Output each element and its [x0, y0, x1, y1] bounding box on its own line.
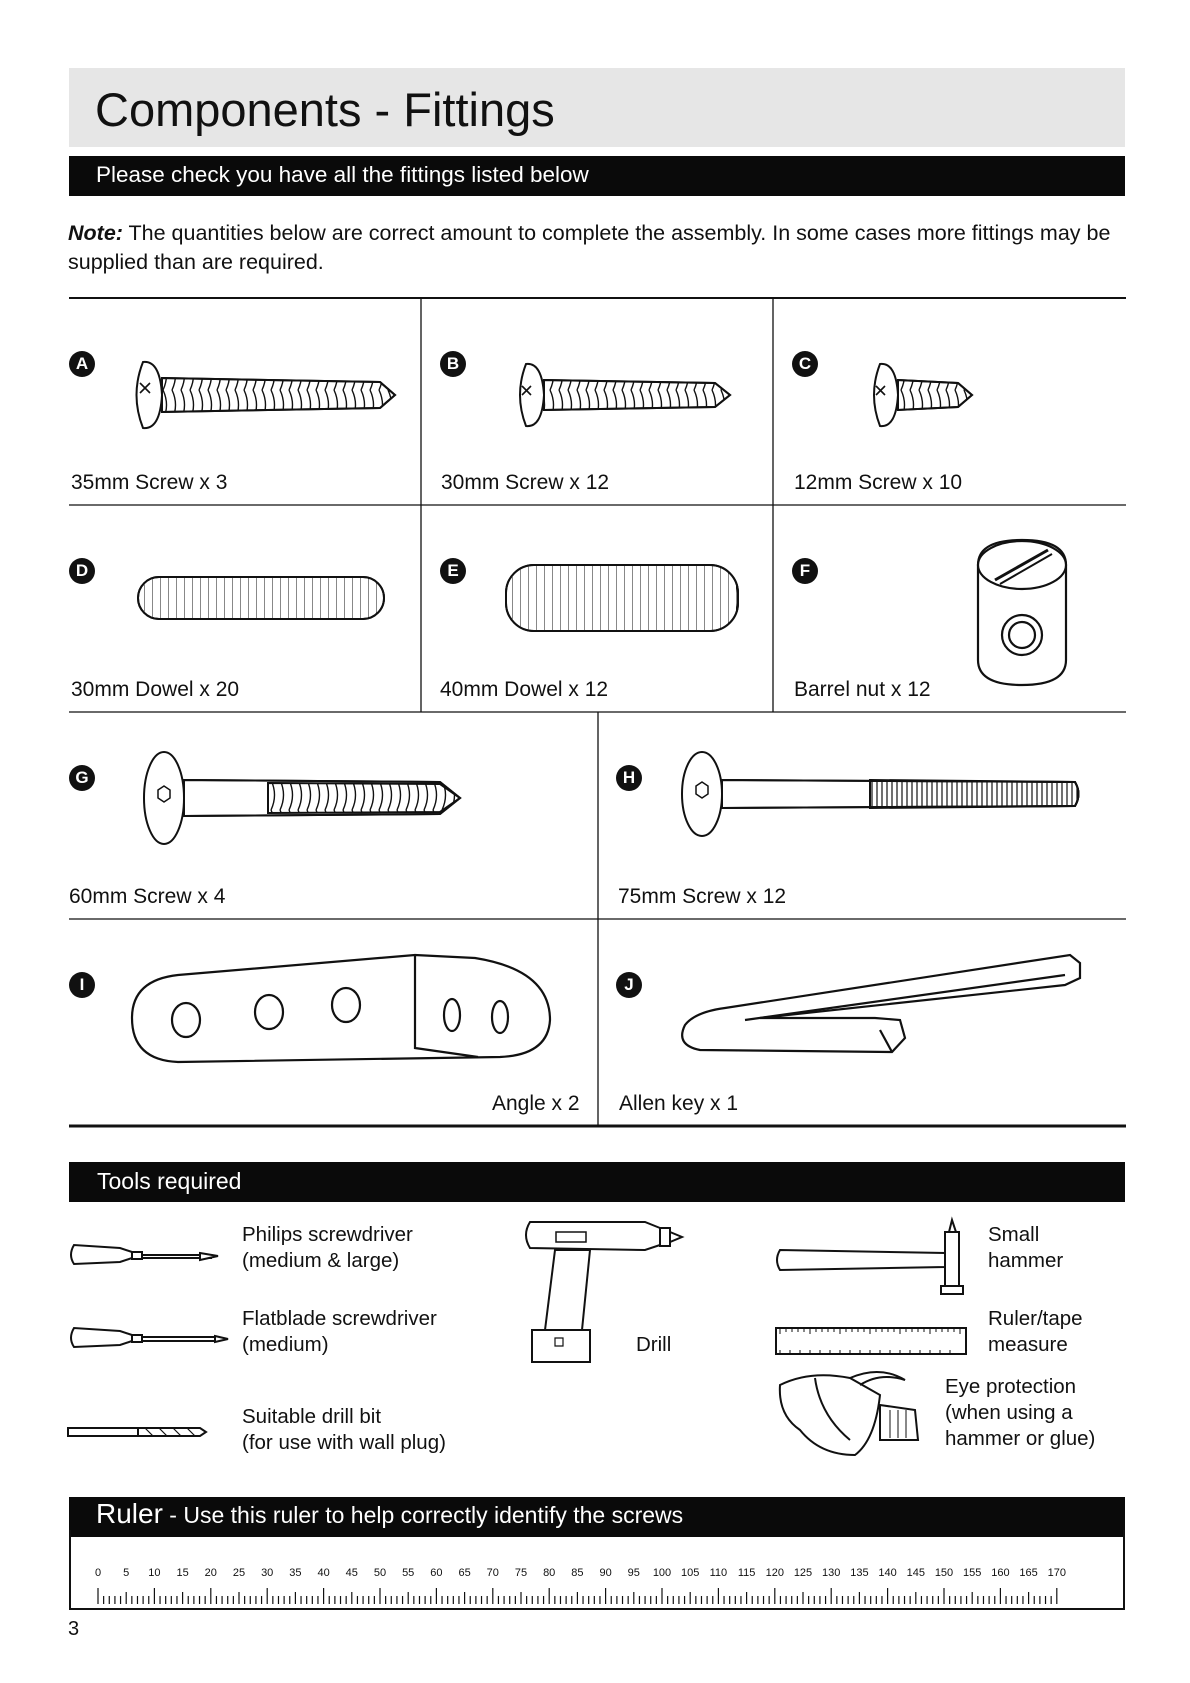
flatblade-line1: Flatblade screwdriver — [242, 1307, 437, 1330]
ruler-line1: Ruler/tape — [988, 1307, 1083, 1330]
ruler-label: 130 — [822, 1567, 841, 1579]
drill-label: Drill — [636, 1333, 672, 1356]
ruler-label: 25 — [232, 1567, 246, 1579]
drillbit-line1: Suitable drill bit — [242, 1405, 382, 1428]
ruler-label: 165 — [1019, 1567, 1038, 1579]
ruler-label: 75 — [514, 1567, 528, 1579]
hammer-line2: hammer — [988, 1249, 1064, 1272]
hammer-line1: Small — [988, 1223, 1040, 1246]
badge-a: A — [69, 351, 95, 377]
badge-j: J — [616, 972, 642, 998]
ruler-label: 160 — [991, 1567, 1010, 1579]
caption-i: Angle x 2 — [492, 1092, 580, 1115]
ruler-label: 70 — [486, 1567, 499, 1579]
note-text: The quantities below are correct amount to complete the assembly. In some cases more fittings may be supplied than are required. — [68, 221, 1111, 274]
ruler-label: 140 — [878, 1567, 897, 1579]
philips-line2: (medium & large) — [242, 1249, 400, 1272]
drillbit-line2: (for use with wall plug) — [242, 1431, 446, 1454]
caption-f: Barrel nut x 12 — [794, 678, 931, 701]
ruler-label: 45 — [345, 1567, 358, 1579]
eye-line1: Eye protection — [945, 1375, 1077, 1398]
ruler-label: 5 — [123, 1567, 130, 1579]
ruler-label: 100 — [652, 1567, 672, 1579]
caption-g: 60mm Screw x 4 — [69, 885, 226, 908]
ruler-label: 50 — [373, 1567, 387, 1579]
ruler-label: 20 — [204, 1567, 217, 1579]
page-title: Components - Fittings — [95, 83, 555, 136]
badge-c: C — [792, 351, 818, 377]
badge-f: F — [792, 558, 818, 584]
ruler-label: 40 — [317, 1567, 330, 1579]
ruler-label: 125 — [793, 1567, 813, 1579]
ruler-label: 55 — [402, 1567, 415, 1579]
ruler-label: 30 — [261, 1567, 274, 1579]
note-label: Note: — [68, 221, 123, 245]
ruler-line2: measure — [988, 1333, 1068, 1356]
ruler-label: 145 — [906, 1567, 925, 1579]
ruler-label: 135 — [850, 1567, 869, 1579]
caption-e: 40mm Dowel x 12 — [440, 678, 609, 701]
eye-line3: hammer or glue) — [945, 1427, 1096, 1450]
caption-j: Allen key x 1 — [619, 1092, 739, 1115]
ruler-label: 10 — [148, 1567, 161, 1579]
page-number: 3 — [68, 1618, 80, 1640]
badge-d: D — [69, 558, 95, 584]
ruler-label: 60 — [430, 1567, 443, 1579]
ruler-heading-big: Ruler — [96, 1498, 163, 1529]
ruler-label: 110 — [709, 1567, 728, 1579]
eye-line2: (when using a — [945, 1401, 1073, 1424]
ruler-label: 85 — [571, 1567, 584, 1579]
caption-d: 30mm Dowel x 20 — [71, 678, 240, 701]
ruler-label: 65 — [458, 1567, 471, 1579]
tools-heading: Tools required — [97, 1168, 242, 1194]
badge-h: H — [616, 765, 642, 791]
ruler-label: 90 — [599, 1567, 612, 1579]
caption-b: 30mm Screw x 12 — [441, 471, 610, 494]
flatblade-line2: (medium) — [242, 1333, 329, 1356]
badge-e: E — [440, 558, 466, 584]
caption-a: 35mm Screw x 3 — [71, 471, 228, 494]
ruler-label: 150 — [934, 1567, 954, 1579]
ruler-heading-rest: - Use this ruler to help correctly identify the screws — [162, 1502, 684, 1528]
caption-h: 75mm Screw x 12 — [618, 885, 787, 908]
subtitle: Please check you have all the fittings listed below — [96, 162, 589, 187]
ruler-label: 105 — [681, 1567, 700, 1579]
ruler-label: 95 — [627, 1567, 640, 1579]
badge-i: I — [69, 972, 95, 998]
badge-b: B — [440, 351, 466, 377]
ruler-label: 35 — [289, 1567, 302, 1579]
ruler-label: 115 — [737, 1567, 756, 1579]
badge-g: G — [69, 765, 95, 791]
ruler-label: 155 — [963, 1567, 982, 1579]
ruler-label: 80 — [543, 1567, 556, 1579]
philips-line1: Philips screwdriver — [242, 1223, 413, 1246]
ruler-label: 170 — [1047, 1567, 1066, 1579]
ruler-label: 15 — [176, 1567, 189, 1579]
caption-c: 12mm Screw x 10 — [794, 471, 963, 494]
ruler-label: 120 — [765, 1567, 784, 1579]
ruler-label: 0 — [94, 1567, 102, 1579]
